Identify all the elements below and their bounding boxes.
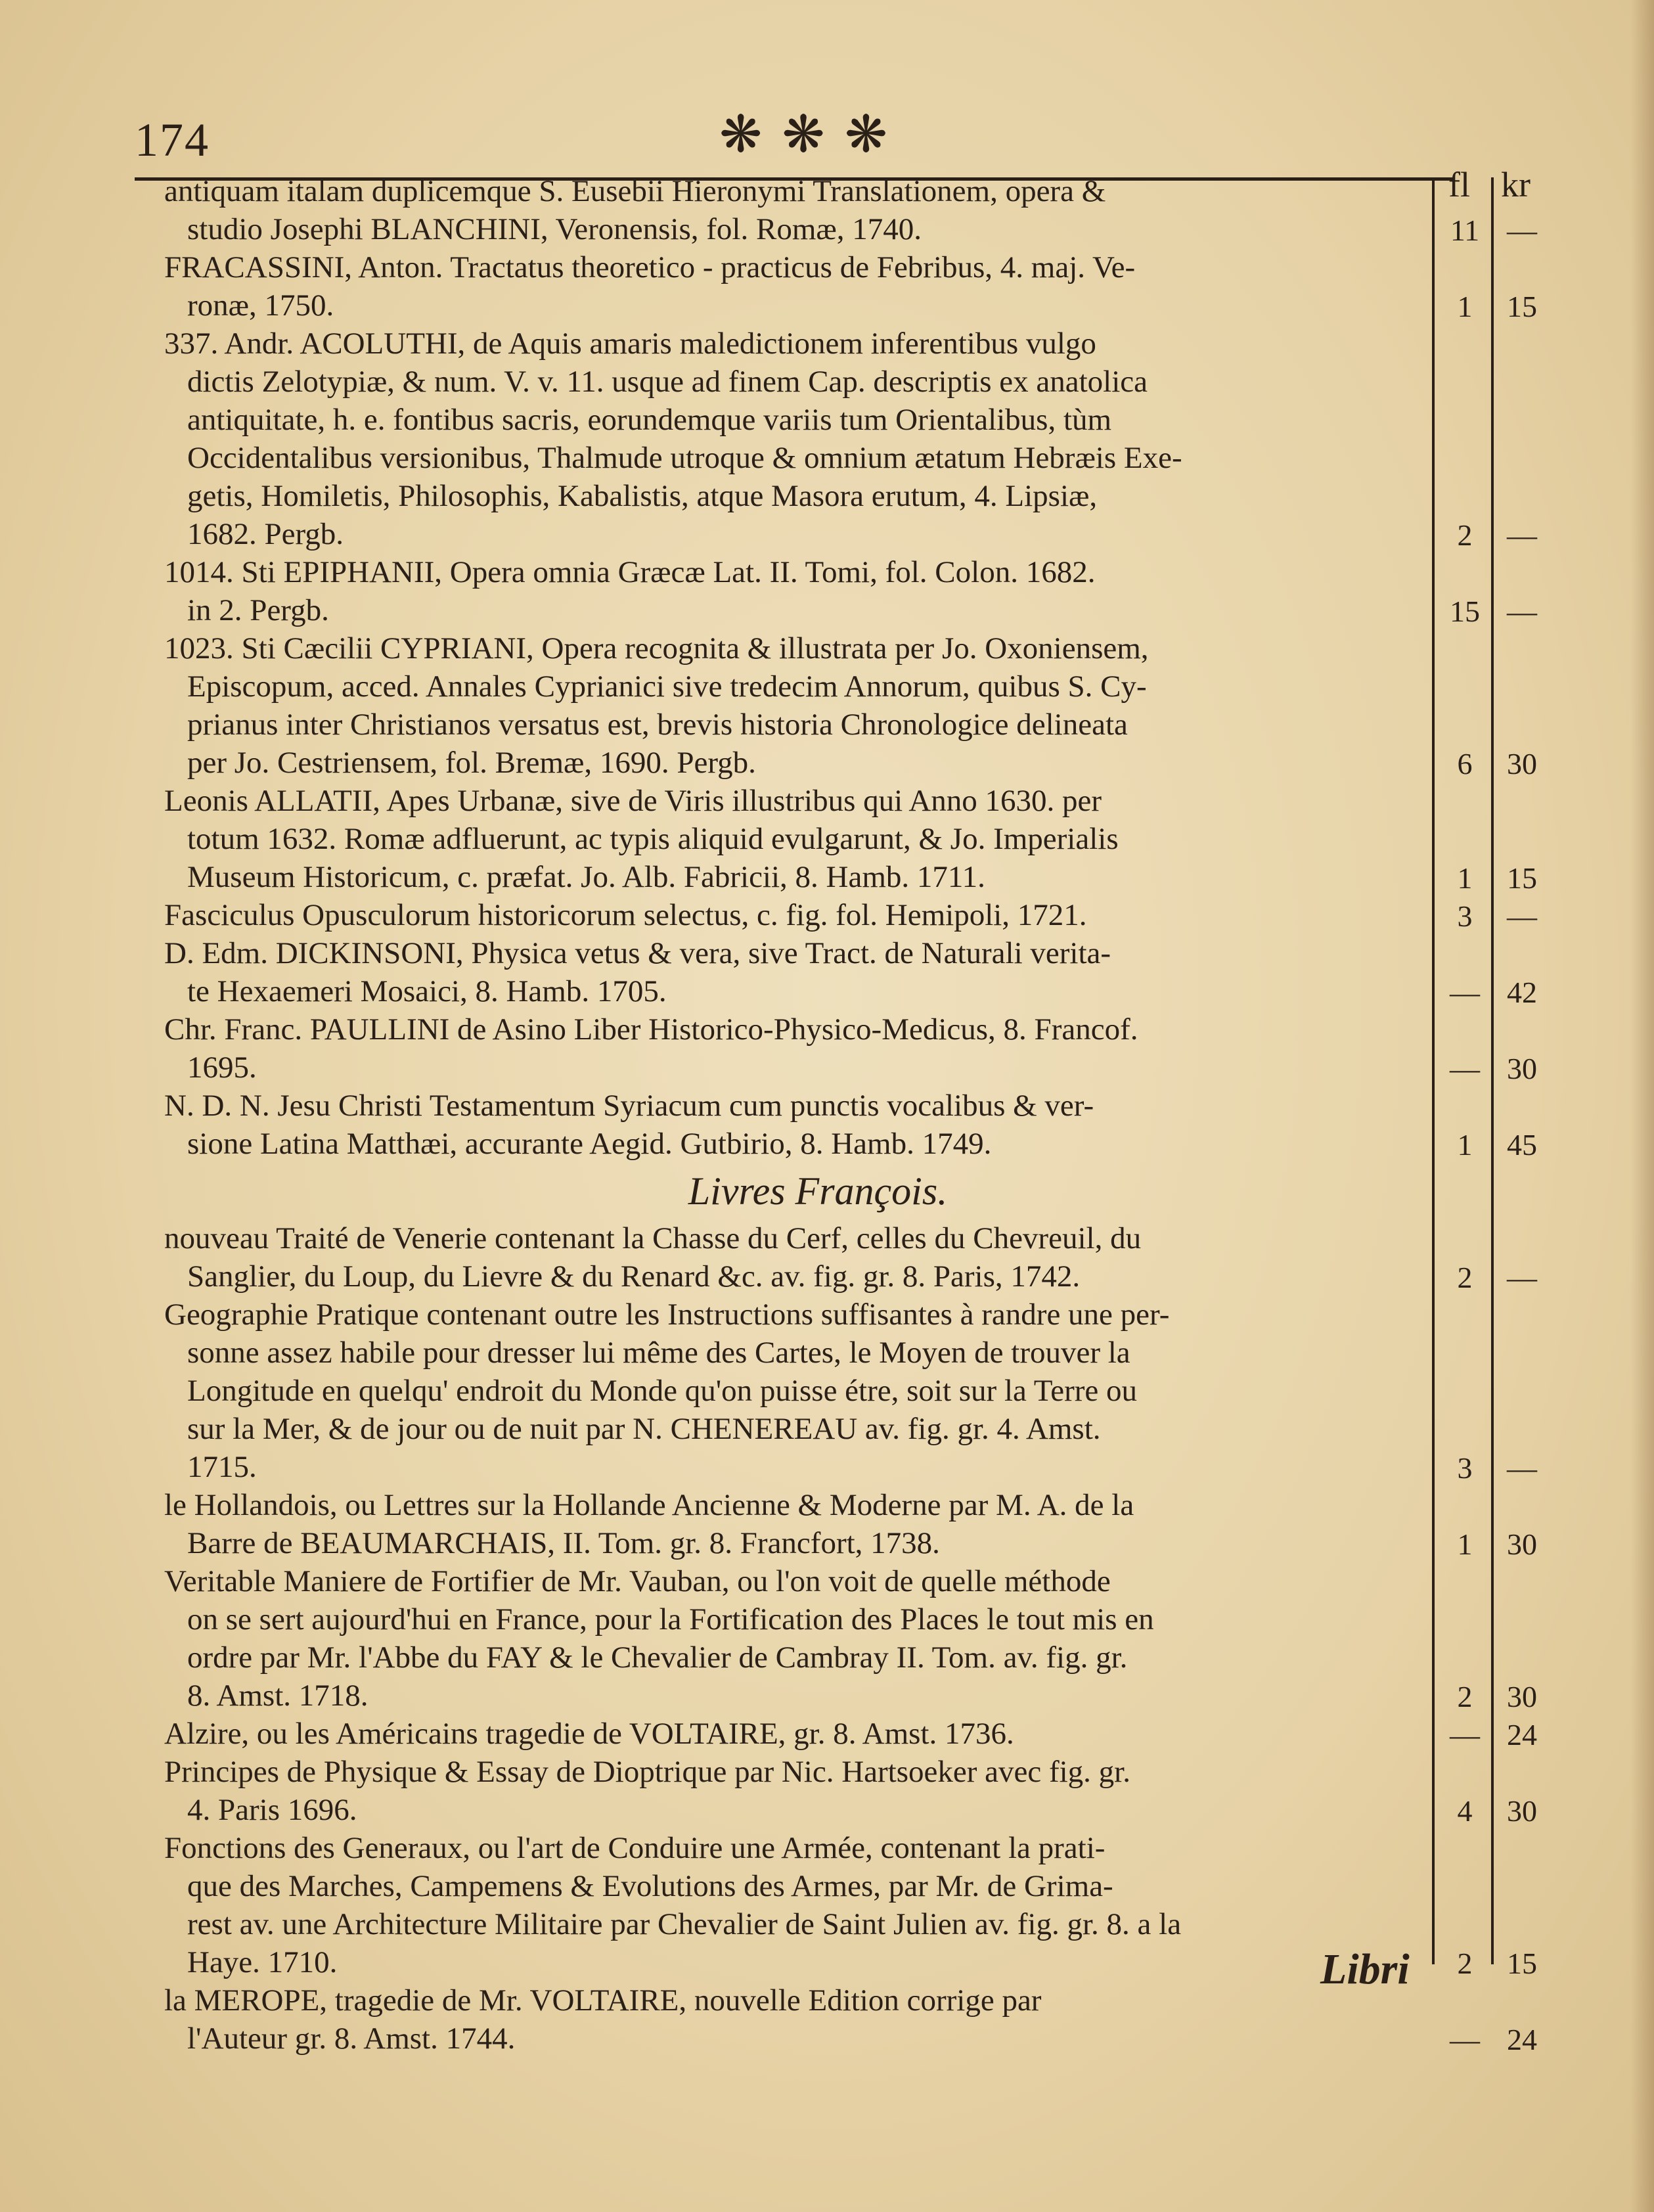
price-kr: 30: [1507, 1527, 1537, 1561]
entry-line: in 2. Pergb.: [187, 593, 329, 627]
price-fl: —: [1450, 1052, 1480, 1085]
price-fl: 11: [1450, 214, 1480, 247]
entry-line: 4. Paris 1696.: [187, 1793, 357, 1827]
entry-line: 1715.: [187, 1450, 257, 1484]
catalogue-entry: [164, 782, 1412, 896]
entry-line: totum 1632. Romæ adfluerunt, ac typis aliquid evulgarunt, & Jo. Imperialis: [187, 822, 1119, 856]
price-kr: 15: [1507, 290, 1537, 323]
entry-line: 1014. Sti EPIPHANII, Opera omnia Græcæ Lat. II. Tomi, fol. Colon. 1682.: [164, 555, 1096, 589]
entry-line: Episcopum, acced. Annales Cyprianici sive tredecim Annorum, quibus S. Cy-: [187, 669, 1147, 704]
price-fl: 1: [1457, 1527, 1473, 1561]
entry-line: nouveau Traité de Venerie contenant la Chasse du Cerf, celles du Chevreuil, du: [164, 1221, 1142, 1255]
price-fl: 15: [1450, 595, 1480, 628]
entry-line: Barre de BEAUMARCHAIS, II. Tom. gr. 8. Francfort, 1738.: [187, 1526, 940, 1560]
catalogue-entry: [164, 629, 1412, 782]
entry-line: sione Latina Matthæi, accurante Aegid. Gutbirio, 8. Hamb. 1749.: [187, 1127, 992, 1161]
entry-line: 1023. Sti Cæcilii CYPRIANI, Opera recognita & illustrata per Jo. Oxoniensem,: [164, 631, 1149, 666]
catalogue-entry: [164, 934, 1412, 1010]
entry-line: Fasciculus Opusculorum historicorum selectus, c. fig. fol. Hemipoli, 1721.: [164, 898, 1087, 932]
header-ornament: ❋❋❋: [719, 105, 908, 164]
price-kr: 24: [1507, 1718, 1537, 1751]
catchword: Libri: [1320, 1945, 1410, 1993]
price-fl: 1: [1457, 290, 1473, 323]
entry-line: Geographie Pratique contenant outre les Instructions suffisantes à randre une per-: [164, 1298, 1170, 1332]
price-column-rule-mid: [1491, 177, 1494, 1964]
entry-line: la MEROPE, tragedie de Mr. VOLTAIRE, nouvelle Edition corrige par: [164, 1983, 1042, 2018]
price-fl: 3: [1457, 1451, 1473, 1485]
price-fl: 2: [1457, 1261, 1473, 1294]
entry-line: Alzire, ou les Américains tragedie de VOLTAIRE, gr. 8. Amst. 1736.: [164, 1717, 1014, 1751]
price-fl: 6: [1457, 747, 1473, 780]
entry-line: Museum Historicum, c. præfat. Jo. Alb. Fabricii, 8. Hamb. 1711.: [187, 860, 985, 894]
price-kr: 42: [1507, 976, 1537, 1009]
entry-line: 1695.: [187, 1050, 257, 1085]
price-column-rule-left: [1432, 177, 1435, 1964]
price-fl: —: [1450, 976, 1480, 1009]
section-title: Livres François.: [688, 1169, 948, 1213]
entry-line: sonne assez habile pour dresser lui même des Cartes, le Moyen de trouver la: [187, 1336, 1130, 1370]
price-fl: 4: [1457, 1794, 1473, 1828]
price-fl: 2: [1457, 1680, 1473, 1713]
entry-line: te Hexaemeri Mosaici, 8. Hamb. 1705.: [187, 974, 667, 1008]
page-number: 174: [135, 114, 210, 166]
price-kr: 15: [1507, 861, 1537, 895]
price-fl: 2: [1457, 1947, 1473, 1980]
entry-line: Veritable Maniere de Fortifier de Mr. Vauban, ou l'on voit de quelle méthode: [164, 1564, 1111, 1598]
entry-line: le Hollandois, ou Lettres sur la Hollande Ancienne & Moderne par M. A. de la: [164, 1488, 1134, 1522]
price-fl: —: [1450, 1718, 1480, 1751]
entry-line: 8. Amst. 1718.: [187, 1679, 369, 1713]
price-fl: —: [1450, 2023, 1480, 2056]
price-fl: 3: [1457, 899, 1473, 933]
price-kr: 45: [1507, 1128, 1537, 1162]
price-kr: —: [1507, 595, 1537, 628]
catalogue-entry: [164, 1486, 1412, 1562]
price-kr: 30: [1507, 1794, 1537, 1828]
entry-line: ordre par Mr. l'Abbe du FAY & le Chevalier de Cambray II. Tom. av. fig. gr.: [187, 1640, 1128, 1675]
entry-line: rest av. une Architecture Militaire par Chevalier de Saint Julien av. fig. gr. 8. a la: [187, 1907, 1182, 1941]
entry-line: ronæ, 1750.: [187, 288, 334, 323]
entry-line: FRACASSINI, Anton. Tractatus theoretico - practicus de Febribus, 4. maj. Ve-: [164, 250, 1136, 284]
entry-line: on se sert aujourd'hui en France, pour la Fortification des Places le tout mis en: [187, 1602, 1154, 1636]
entry-line: Longitude en quelqu' endroit du Monde qu'on puisse étre, soit sur la Terre ou: [187, 1374, 1137, 1408]
entry-line: per Jo. Cestriensem, fol. Bremæ, 1690. Pergb.: [187, 746, 756, 780]
entry-line: sur la Mer, & de jour ou de nuit par N. CHENEREAU av. fig. gr. 4. Amst.: [187, 1412, 1101, 1446]
entry-line: Leonis ALLATII, Apes Urbanæ, sive de Viris illustribus qui Anno 1630. per: [164, 784, 1102, 818]
entry-line: Principes de Physique & Essay de Dioptrique par Nic. Hartsoeker avec fig. gr.: [164, 1755, 1130, 1789]
catalogue-entry: [164, 1715, 1412, 1753]
entry-line: D. Edm. DICKINSONI, Physica vetus & vera, sive Tract. de Naturali verita-: [164, 936, 1111, 970]
price-kr: —: [1507, 214, 1537, 247]
price-kr: —: [1507, 899, 1537, 933]
price-fl: 1: [1457, 1128, 1473, 1162]
entry-line: que des Marches, Campemens & Evolutions des Armes, par Mr. de Grima-: [187, 1869, 1113, 1903]
catalogue-entry: [164, 1562, 1412, 1715]
price-kr: 30: [1507, 1052, 1537, 1085]
entry-line: prianus inter Christianos versatus est, brevis historia Chronologice delineata: [187, 708, 1128, 742]
catalogue-entries: [164, 172, 1412, 2058]
entry-line: N. D. N. Jesu Christi Testamentum Syriacum cum punctis vocalibus & ver-: [164, 1089, 1094, 1123]
column-header-fl: fl: [1448, 165, 1470, 204]
catalogue-entry: [164, 1296, 1412, 1486]
price-kr: —: [1507, 1261, 1537, 1294]
entry-line: dictis Zelotypiæ, & num. V. v. 11. usque ad finem Cap. descriptis ex anatolica: [187, 365, 1148, 399]
entry-line: 1682. Pergb.: [187, 517, 344, 551]
catalogue-entry: [164, 1753, 1412, 1829]
catalogue-entry: [164, 172, 1412, 248]
catalogue-entry: [164, 1829, 1412, 1981]
entry-line: antiquam italam duplicemque S. Eusebii Hieronymi Translationem, opera &: [164, 174, 1106, 208]
entry-line: 337. Andr. ACOLUTHI, de Aquis amaris maledictionem inferentibus vulgo: [164, 327, 1096, 361]
entry-line: Chr. Franc. PAULLINI de Asino Liber Historico-Physico-Medicus, 8. Francof.: [164, 1012, 1138, 1047]
page-edge-shadow: [1630, 0, 1654, 2212]
price-kr: 24: [1507, 2023, 1537, 2056]
entry-line: studio Josephi BLANCHINI, Veronensis, fol. Romæ, 1740.: [187, 212, 922, 246]
catalogue-entry: [164, 1981, 1412, 2058]
price-kr: —: [1507, 1451, 1537, 1485]
entry-line: getis, Homiletis, Philosophis, Kabalistis, atque Masora erutum, 4. Lipsiæ,: [187, 479, 1098, 513]
entry-line: l'Auteur gr. 8. Amst. 1744.: [187, 2021, 516, 2056]
price-fl: 2: [1457, 518, 1473, 552]
catalogue-entry: [164, 896, 1412, 934]
catalogue-entry: [164, 1087, 1412, 1163]
entry-line: Fonctions des Generaux, ou l'art de Conduire une Armée, contenant la prati-: [164, 1831, 1106, 1865]
price-fl: 1: [1457, 861, 1473, 895]
catalogue-entry: [164, 1010, 1412, 1087]
entry-line: Haye. 1710.: [187, 1945, 338, 1979]
price-kr: —: [1507, 518, 1537, 552]
entry-line: antiquitate, h. e. fontibus sacris, eorundemque variis tum Orientalibus, tùm: [187, 403, 1112, 437]
catalogue-entry: [164, 325, 1412, 553]
price-kr: 30: [1507, 747, 1537, 780]
entry-line: Occidentalibus versionibus, Thalmude utroque & omnium ætatum Hebræis Exe-: [187, 441, 1182, 475]
price-kr: 30: [1507, 1680, 1537, 1713]
catalogue-entry: [164, 553, 1412, 629]
price-kr: 15: [1507, 1947, 1537, 1980]
catalogue-entry: [164, 1219, 1412, 1296]
column-header-kr: kr: [1501, 165, 1531, 204]
entry-line: Sanglier, du Loup, du Lievre & du Renard &c. av. fig. gr. 8. Paris, 1742.: [187, 1259, 1081, 1294]
catalogue-entry: [164, 248, 1412, 325]
